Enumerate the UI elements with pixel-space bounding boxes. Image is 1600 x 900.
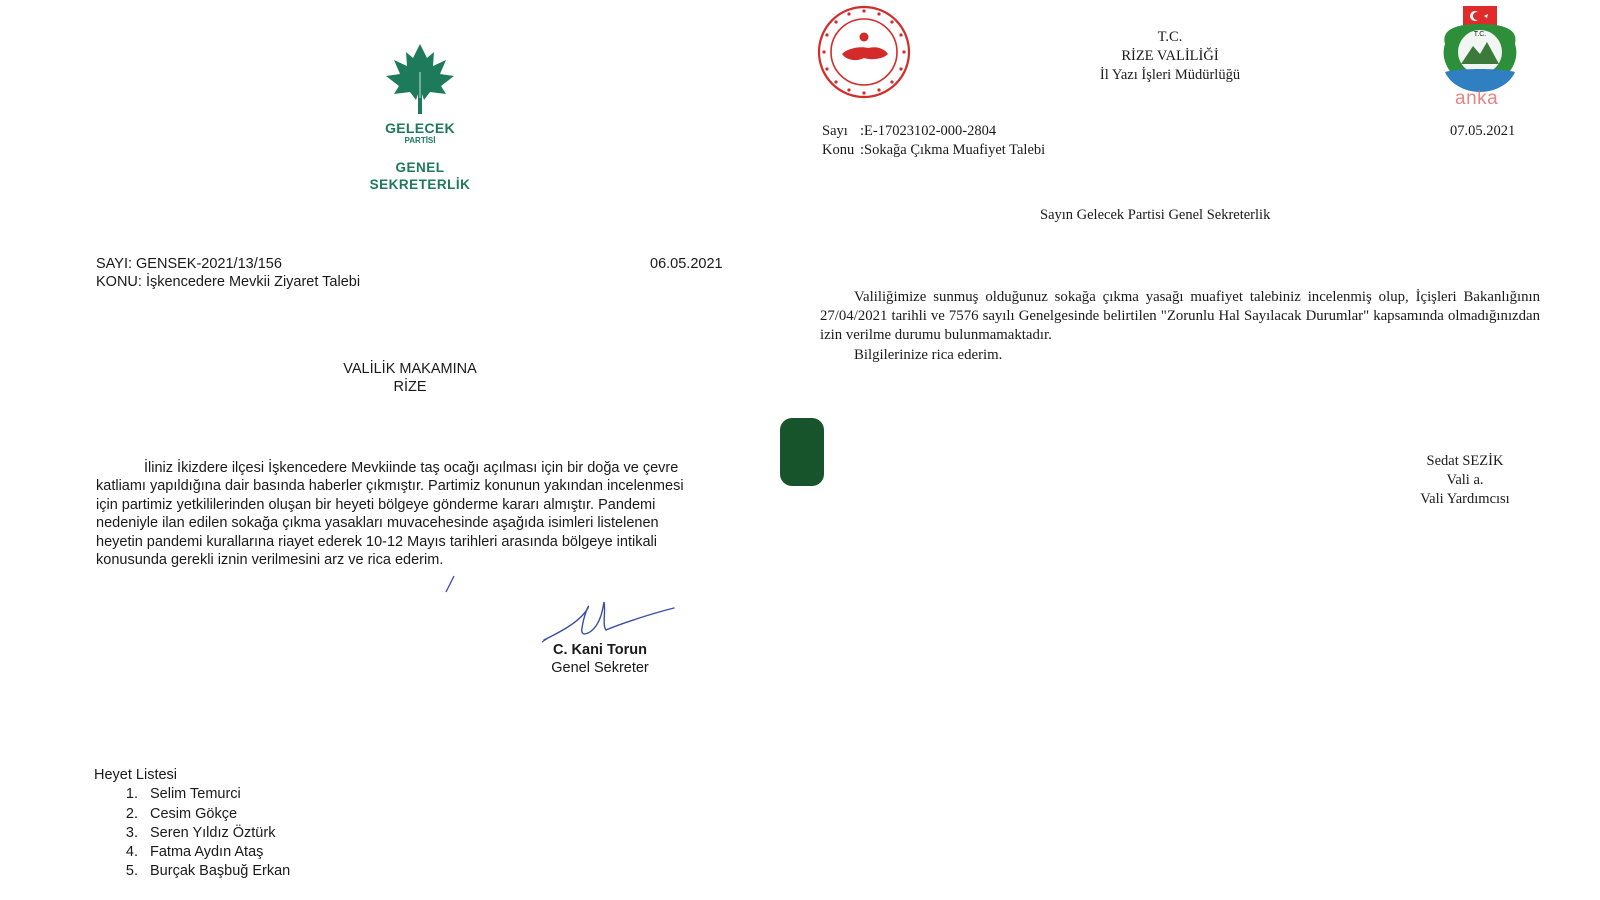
- signatory-title: Genel Sekreter: [551, 660, 649, 676]
- body-paragraph: Bilgilerinize rica ederim.: [854, 346, 1003, 363]
- signatory-line2: Vali a.: [1446, 472, 1484, 488]
- body-line: için partimiz yetkililerinden oluşan bir heyeti bölgeye gönderme kararı almıştır. Pandemi: [96, 496, 656, 513]
- green-marker-shape: [780, 418, 824, 486]
- subject-label: Konu: [822, 142, 855, 158]
- list-item: 1. Selim Temurci: [142, 785, 290, 804]
- body-line: katliamı yapıldığına dair basında haberler çıkmıştır. Partimiz konunun yakından incelenmesi: [96, 478, 684, 495]
- list-item: 4. Fatma Aydın Ataş: [142, 843, 290, 862]
- list-item: 2. Cesim Gökçe: [142, 805, 290, 824]
- signatory-name: C. Kani Torun: [553, 642, 647, 658]
- logo-department: [350, 159, 490, 193]
- list-item: 5. Burçak Başbuğ Erkan: [142, 862, 290, 881]
- header-line1: T.C.: [1157, 29, 1183, 45]
- letter-date: 07.05.2021: [1450, 123, 1516, 139]
- header-line3: İl Yazı İşleri Müdürlüğü: [1099, 67, 1241, 83]
- gelecek-partisi-logo: [350, 42, 490, 193]
- body-paragraph: Valiliğimize sunmuş olduğunuz sokağa çıkma yasağı muafiyet talebiniz incelenmiş olup, İçişleri Bakanlığının 27/04/2021 tarihli ve 7576 sayılı Genelgesinde belirtilen "Zorunlu Hal Sayılacak Durumlar" kapsamında olmadığınızdan izin verilme durumu bulunmamaktadır.: [820, 289, 1540, 344]
- signatory-name: Sedat SEZİK: [1426, 453, 1504, 469]
- addressee-line1: VALİLİK MAKAMINA: [343, 361, 477, 377]
- rize-valiligi-letter: [820, 0, 1600, 900]
- delegation-list: [94, 766, 290, 882]
- emblem-text: T.C.: [1473, 31, 1487, 38]
- list-item: 3. Seren Yıldız Öztürk: [142, 824, 290, 843]
- logo-department-line1: GENEL: [395, 160, 445, 175]
- addressee: Sayın Gelecek Partisi Genel Sekreterlik: [1040, 207, 1271, 223]
- logo-party: PARTİSİ: [404, 136, 436, 145]
- letter-body: [96, 459, 736, 569]
- signatory-title: Vali Yardımcısı: [1420, 491, 1510, 507]
- subject-line: :Sokağa Çıkma Muafiyet Talebi: [860, 142, 1046, 158]
- rize-governorship-emblem-icon: [1435, 2, 1525, 98]
- reference-number: SAYI: GENSEK-2021/13/156: [96, 256, 282, 272]
- logo-department-line2: SEKRETERLİK: [369, 177, 471, 192]
- interior-ministry-seal-icon: [816, 4, 912, 100]
- reference-label: Sayı: [822, 123, 848, 139]
- body-line: konusunda gerekli iznin verilmesini arz ve rica ederim.: [96, 552, 444, 569]
- gelecek-partisi-letter: [0, 0, 760, 900]
- body-line: İliniz İkizdere ilçesi İşkencedere Mevkiinde taş ocağı açılması için bir doğa ve çevre: [144, 460, 679, 476]
- maple-leaf-icon: [384, 42, 456, 116]
- subject-line: KONU: İşkencedere Mevkii Ziyaret Talebi: [96, 274, 361, 290]
- letter-date: 06.05.2021: [650, 256, 723, 272]
- delegation-list-title: Heyet Listesi: [94, 767, 178, 783]
- anka-watermark: anka: [1455, 88, 1499, 109]
- addressee-line2: RİZE: [393, 379, 427, 395]
- reference-number: :E-17023102-000-2804: [860, 123, 997, 139]
- letter-body: [820, 288, 1540, 365]
- body-line: nedeniyle ilan edilen sokağa çıkma yasakları muvacehesinde aşağıda isimleri listelenen: [96, 515, 659, 532]
- logo-name: GELECEK: [385, 120, 455, 136]
- header-line2: RİZE VALİLİĞİ: [1121, 48, 1219, 64]
- pen-mark-icon: [440, 574, 460, 596]
- body-line: heyetin pandemi kurallarına riayet ederek 10-12 Mayıs tarihleri arasında bölgeye intikali: [96, 533, 657, 550]
